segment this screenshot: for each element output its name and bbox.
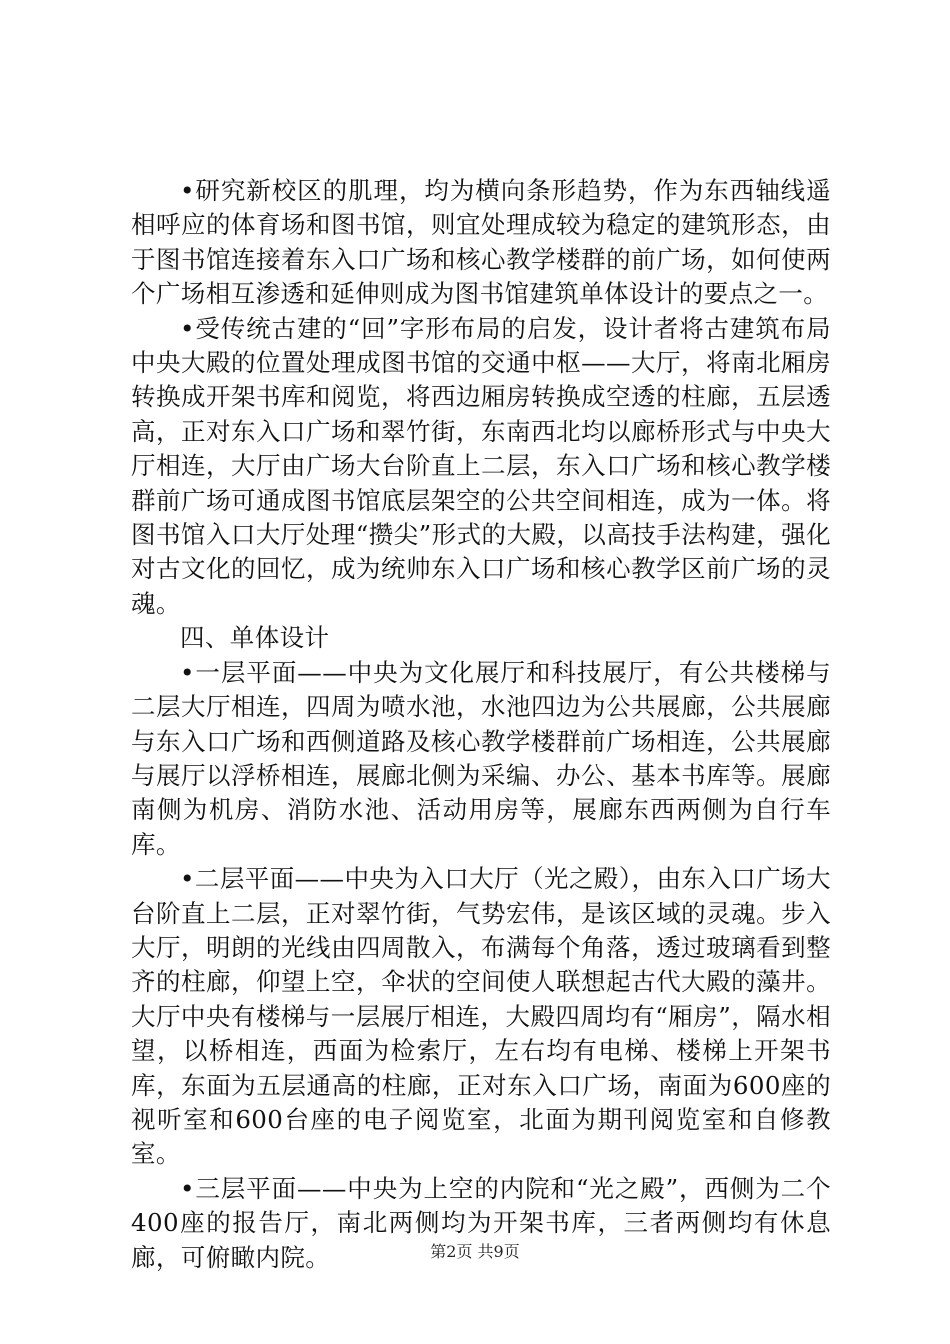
paragraph-first-floor: •一层平面——中央为文化展厅和科技展厅，有公共楼梯与二层大厅相连，四周为喷水池，水池四边为公共展廊，公共展廊与东入口广场和西侧道路及核心教学楼群前广场相连，公共展廊与展厅以浮桥相连，展廊北侧为采编、办公、基本书库等。展廊南侧为机房、消防水池、活动用房等，展廊东西两侧为自行车库。 (131, 657, 831, 859)
paragraph-courtyard-layout: •受传统古建的“回”字形布局的启发，设计者将古建筑布局中央大殿的位置处理成图书馆的交通中枢——大厅，将南北厢房转换成开架书库和阅览，将西边厢房转换成空透的柱廊，五层透高，正对东入口广场和翠竹街，东南西北均以廊桥形式与中央大厅相连，大厅由广场大台阶直上二层，东入口广场和核心教学楼群前广场可通成图书馆底层架空的公共空间相连，成为一体。将图书馆入口大厅处理“攒尖”形式的大殿，以高技手法构建，强化对古文化的回忆，成为统帅东入口广场和核心教学区前广场的灵魂。 (131, 313, 831, 618)
document-body (131, 174, 831, 1275)
section-heading-unit-design: 四、单体设计 (180, 623, 330, 653)
paragraph-campus-texture: •研究新校区的肌理，均为横向条形趋势，作为东西轴线遥相呼应的体育场和图书馆，则宜处理成较为稳定的建筑形态，由于图书馆连接着东入口广场和核心教学楼群的前广场，如何使两个广场相互渗透和延伸则成为图书馆建筑单体设计的要点之一。 (131, 176, 831, 309)
paragraph-third-floor: •三层平面——中央为上空的内院和“光之殿”，西侧为二个400座的报告厅，南北两侧均为开架书库，三者两侧均有休息廊，可俯瞰内院。 (131, 1173, 831, 1272)
paragraph-second-floor: •二层平面——中央为入口大厅（光之殿），由东入口广场大台阶直上二层，正对翠竹街，气势宏伟，是该区域的灵魂。步入大厅，明朗的光线由四周散入，布满每个角落，透过玻璃看到整齐的柱廊，仰望上空，伞状的空间使人联想起古代大殿的藻井。大厅中央有楼梯与一层展厅相连，大殿四周均有“厢房”，隔水相望，以桥相连，西面为检索厅，左右均有电梯、楼梯上开架书库，东面为五层通高的柱廊，正对东入口广场，南面为600座的视听室和600台座的电子阅览室，北面为期刊阅览室和自修教室。 (131, 864, 831, 1169)
page-footer: 第2页 共9页 (430, 1242, 520, 1261)
